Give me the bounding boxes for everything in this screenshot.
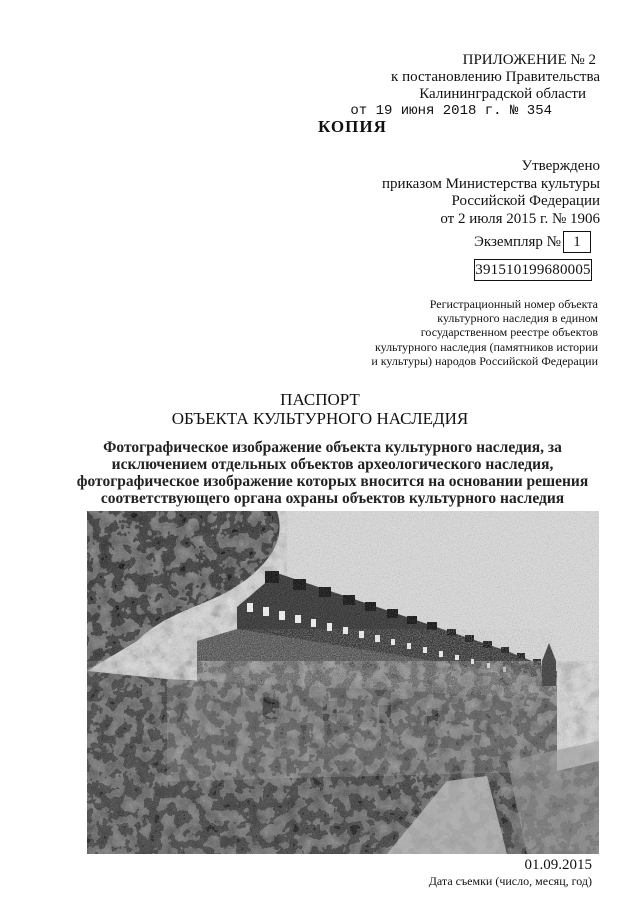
photo-caption-line-3: фотографическое изображение которых вносится на основании решения [76,473,589,490]
copy-stamp: КОПИЯ [318,117,387,136]
building-photo-icon [87,511,599,854]
approval-block [300,158,600,228]
registration-note [330,297,598,368]
approval-line-4: от 2 июля 2015 г. № 1906 [440,210,600,227]
appendix-line-2: Калининградской области [419,86,586,102]
approval-line-1: Утверждено [521,158,600,174]
passport-title-line-1: ПАСПОРТ [280,390,360,409]
passport-title [0,390,640,428]
copy-number-row [380,231,595,253]
registration-note-line-4: культурного наследия (памятников истории [374,339,598,354]
registration-note-line-2: культурного наследия в едином [437,311,598,326]
photo-caption [60,439,605,507]
registration-note-line-3: государственном реестре объектов [420,325,598,340]
approval-line-2: приказом Министерства культуры [382,175,600,192]
registration-note-line-5: и культуры) народов Российской Федерации [371,353,598,368]
shoot-date: 01.09.2015 [524,857,592,873]
photo-caption-line-1: Фотографическое изображение объекта культурного наследия, за [103,439,562,456]
appendix-header [300,52,600,120]
photo-caption-line-4: соответствующего органа охраны объектов культурного наследия [100,490,565,507]
registration-note-line-1: Регистрационный номер объекта [429,297,598,311]
copy-number-label: Экземпляр № [473,234,561,250]
copy-number-box: 1 [563,231,591,253]
registration-number-box: 391510199680005 [474,259,592,281]
photo-caption-line-2: исключением отдельных объектов археологического наследия, [111,456,554,473]
approval-line-3: Российской Федерации [451,193,600,209]
appendix-date: от 19 июня 2018 г. № 354 [350,103,552,119]
appendix-line-1: к постановлению Правительства [391,69,600,85]
passport-title-line-2: ОБЪЕКТА КУЛЬТУРНОГО НАСЛЕДИЯ [171,409,469,428]
shoot-date-label: Дата съемки (число, месяц, год) [428,874,592,888]
appendix-title: ПРИЛОЖЕНИЕ № 2 [462,52,596,68]
